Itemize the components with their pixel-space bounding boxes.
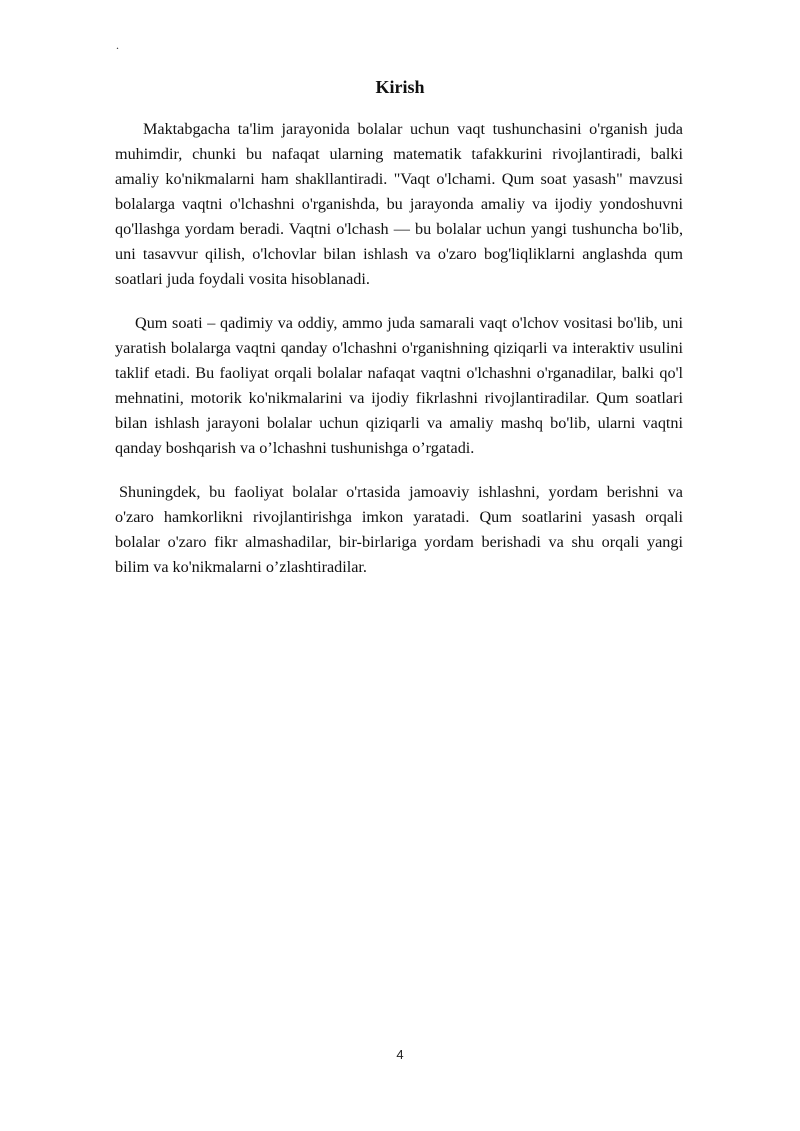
paragraph-3: Shuningdek, bu faoliyat bolalar o'rtasida jamoaviy ishlashni, yordam berishni va o'zaro hamkorlikni rivojlantirishga imkon yaratadi. Qum soatlarini yasash orqali bolalar o'zaro fikr almashadilar, bir-birlariga yordam berishadi va shu orqali yangi bilim va ko'nikmalarni o’zlashtiradilar. bbox=[115, 483, 683, 576]
paragraph-2: Qum soati – qadimiy va oddiy, ammo juda samarali vaqt o'lchov vositasi bo'lib, uni yaratish bolalarga vaqtni qanday o'lchashni o'rganishning qiziqarli va interaktiv usulini taklif etadi. Bu faoliyat orqali bolalar nafaqat vaqtni o'lchashni o'rganadilar, balki qo'l mehnatini, motorik ko'nikmalarini va ijodiy fikrlashni rivojlantiradilar. Qum soatlari bilan ishlash jarayoni bolalar uchun qiziqarli va amaliy mashq bo'lib, ularni vaqtni qanday boshqarish va o’lchashni tushunishga o’rgatadi. bbox=[115, 314, 683, 457]
page-title: Kirish bbox=[375, 77, 425, 97]
corner-mark: . bbox=[116, 38, 119, 52]
paragraph-1: Maktabgacha ta'lim jarayonida bolalar uchun vaqt tushunchasini o'rganish juda muhimdir, chunki bu nafaqat ularning matematik tafakkurini rivojlantiradi, balki amaliy ko'nikmalarni ham shakllantiradi. "Vaqt o'lchami. Qum soat yasash" mavzusi bolalarga vaqtni o'lchashni o'rganishda, bu jarayonda amaliy va ijodiy yondoshuvni qo'llashga yordam beradi. Vaqtni o'lchash — bu bolalar uchun yangi tushuncha bo'lib, uni tasavvur qilish, o'lchovlar bilan ishlash va o'zaro bog'liqliklarni anglashda qum soatlari juda foydali vosita hisoblanadi. bbox=[115, 120, 683, 288]
page-number: 4 bbox=[396, 1047, 404, 1062]
